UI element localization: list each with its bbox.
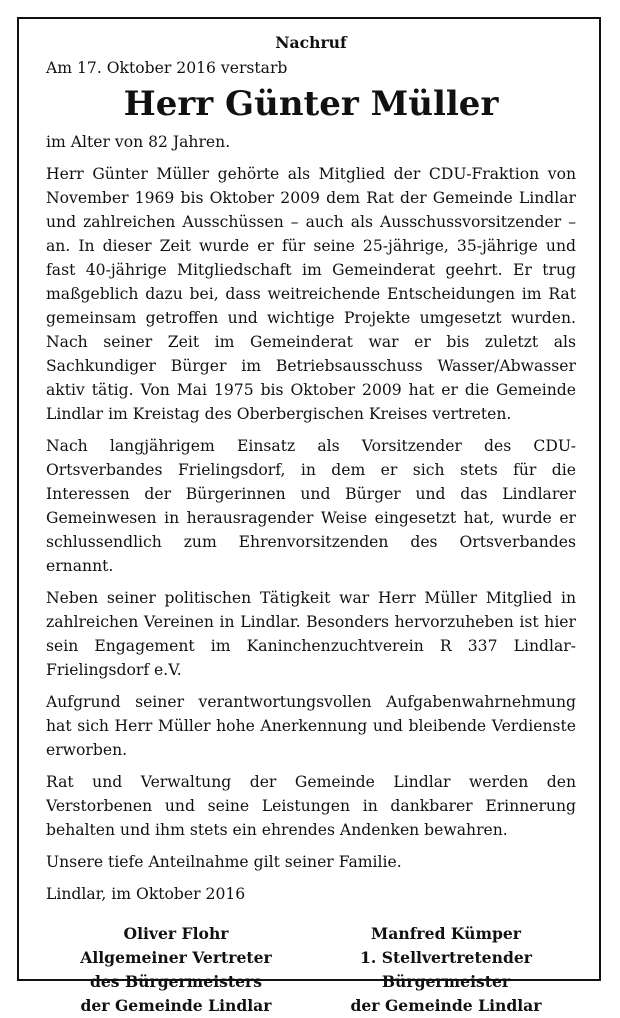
condolence-line: Unsere tiefe Anteilnahme gilt seiner Familie. bbox=[46, 853, 402, 871]
signatory-name: Manfred Kümper bbox=[371, 924, 521, 943]
paragraph-recognition: Aufgrund seiner verantwortungsvollen Aufgabenwahrnehmung hat sich Herr Müller hohe Anerkennung und bleibende Verdienste erworben. bbox=[46, 693, 576, 759]
signatory-title: 1. Stellvertretender bbox=[360, 948, 532, 967]
signature-right bbox=[316, 922, 576, 1018]
signatory-title: Allgemeiner Vertreter bbox=[80, 948, 272, 967]
death-notice-intro: Am 17. Oktober 2016 verstarb bbox=[46, 59, 288, 77]
signatory-title: Bürgermeister bbox=[381, 972, 511, 991]
signatory-title: des Bürgermeisters bbox=[89, 972, 263, 991]
paragraph-remembrance: Rat und Verwaltung der Gemeinde Lindlar werden den Verstorbenen und seine Leistungen in dankbarer Erinnerung behalten und ihm stets ein ehrendes Andenken bewahren. bbox=[46, 773, 576, 839]
age-line: im Alter von 82 Jahren. bbox=[46, 133, 231, 151]
signatory-title: der Gemeinde Lindlar bbox=[80, 996, 272, 1015]
signature-block bbox=[46, 922, 576, 1018]
signatory-title: der Gemeinde Lindlar bbox=[350, 996, 542, 1015]
obituary-heading: Nachruf bbox=[275, 33, 347, 52]
paragraph-clubs: Neben seiner politischen Tätigkeit war Herr Müller Mitglied in zahlreichen Vereinen in Lindlar. Besonders hervorzuheben ist hier sein Engagement im Kaninchenzuchtverein R 337 Lindlar-Frielingsdorf e.V. bbox=[46, 589, 576, 679]
paragraph-party: Nach langjährigem Einsatz als Vorsitzender des CDU-Ortsverbandes Frielingsdorf, in dem er sich stets für die Interessen der Bürgerinnen und Bürger und das Lindlarer Gemeinwesen in herausragender Weise eingesetzt hat, wurde er schlussendlich zum Ehrenvorsitzenden des Ortsverbandes ernannt. bbox=[46, 437, 576, 575]
obituary-content bbox=[46, 30, 576, 1018]
deceased-name: Herr Günter Müller bbox=[123, 84, 499, 124]
signatory-name: Oliver Flohr bbox=[123, 924, 229, 943]
place-date: Lindlar, im Oktober 2016 bbox=[46, 885, 246, 903]
signature-left bbox=[46, 922, 306, 1018]
paragraph-career: Herr Günter Müller gehörte als Mitglied der CDU-Fraktion von November 1969 bis Oktober 2009 dem Rat der Gemeinde Lindlar und zahlreichen Ausschüssen – auch als Ausschussvorsitzender – an. In dieser Zeit wurde er für seine 25-jährige, 35-jährige und fast 40-jährige Mitgliedschaft im Gemeinderat geehrt. Er trug maßgeblich dazu bei, dass weitreichende Entscheidungen im Rat gemeinsam getroffen und wichtige Projekte umgesetzt wurden. Nach seiner Zeit im Gemeinderat war er bis zuletzt als Sachkundiger Bürger im Betriebsausschuss Wasser/Abwasser aktiv tätig. Von Mai 1975 bis Oktober 2009 hat er die Gemeinde Lindlar im Kreistag des Oberbergischen Kreises vertreten. bbox=[46, 165, 576, 423]
